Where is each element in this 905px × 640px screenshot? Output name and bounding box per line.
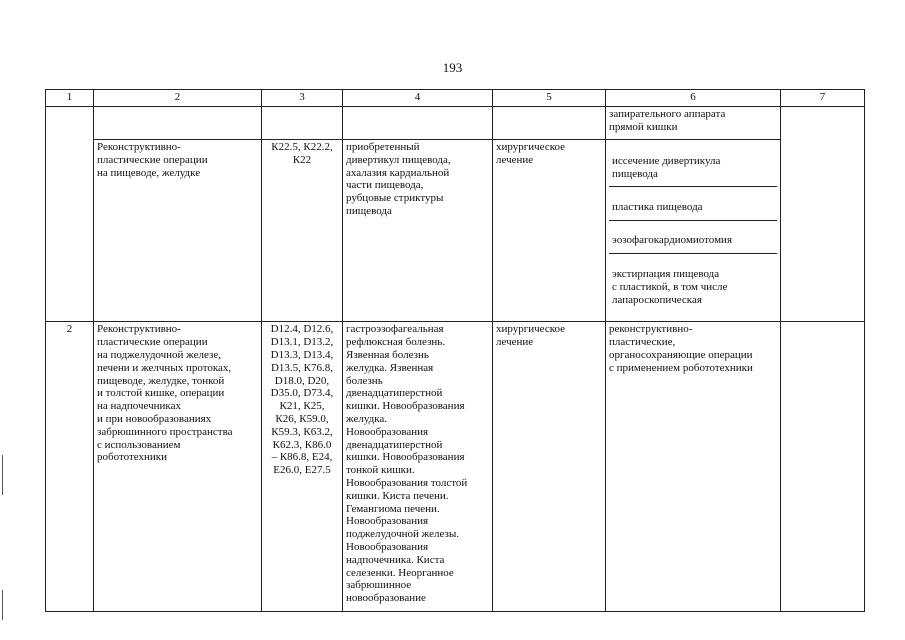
- cell-method: реконструктивно- пластические, органосохраняющие операции с применением робототехники: [606, 322, 781, 612]
- scan-edge-mark: [2, 590, 3, 620]
- medical-procedures-table: [45, 89, 865, 612]
- cell-continuation-method: запирательного аппарата прямой кишки: [606, 107, 781, 140]
- cell-diagnosis: гастроэзофагеальная рефлюксная болезнь. Язвенная болезнь желудка. Язвенная болезнь двенадцатиперстной кишки. Новообразования желудка. Новообразования двенадцатиперстной кишки. Новообразования тонкой кишки. Новообразования толстой кишки. Киста печени. Гемангиома печени. Новообразования поджелудочной железы. Новообразования надпочечника. Киста селезенки. Неорганное забрюшинное новообразование: [343, 322, 493, 612]
- header-cell: 7: [781, 90, 865, 107]
- page-number: 193: [442, 60, 463, 75]
- cell-empty: [46, 107, 94, 322]
- header-cell: 2: [94, 90, 262, 107]
- cell-procedure-name: Реконструктивно- пластические операции на пищеводе, желудке: [94, 140, 262, 322]
- cell-row-number: 2: [46, 322, 94, 612]
- cell-empty: [262, 107, 343, 140]
- table-row-esophagus: [46, 140, 865, 322]
- method-item: экстирпация пищевода с пластикой, в том числе лапароскопическая: [612, 268, 728, 306]
- table-row-continuation: [46, 107, 865, 140]
- scan-edge-mark: [2, 455, 3, 495]
- cell-methods-list: [606, 140, 781, 322]
- cell-diagnosis: приобретенный дивертикул пищевода, ахалазия кардиальной части пищевода, рубцовые стриктуры пищевода: [343, 140, 493, 322]
- header-cell: 6: [606, 90, 781, 107]
- cell-treatment-type: хирургическое лечение: [493, 140, 606, 322]
- cell-icd-codes: К22.5, К22.2, К22: [262, 140, 343, 322]
- header-cell: 4: [343, 90, 493, 107]
- cell-treatment-type: хирургическое лечение: [493, 322, 606, 612]
- cell-empty: [94, 107, 262, 140]
- cell-empty: [781, 322, 865, 612]
- cell-icd-codes: D12.4, D12.6, D13.1, D13.2, D13.3, D13.4, D13.5, К76.8, D18.0, D20, D35.0, D73.4, К21, К25, К26, К59.0, К59.3, К63.2, К62.3, К86.0 – К86.8, Е24, Е26.0, Е27.5: [262, 322, 343, 612]
- table-row-2: [46, 322, 865, 612]
- header-cell: 3: [262, 90, 343, 107]
- method-item: пластика пищевода: [609, 200, 777, 221]
- header-cell: 1: [46, 90, 94, 107]
- cell-procedure-name: Реконструктивно- пластические операции на поджелудочной железе, печени и желчных протоках, пищеводе, желудке, тонкой и толстой кишке, операции на надпочечниках и при новообразованиях забрюшинного пространства с использованием робототехники: [94, 322, 262, 612]
- cell-empty: [343, 107, 493, 140]
- header-cell: 5: [493, 90, 606, 107]
- cell-empty: [781, 107, 865, 322]
- method-item: эозофагокардиомиотомия: [609, 233, 777, 254]
- method-item: иссечение дивертикула пищевода: [609, 154, 777, 187]
- table-header-row: [46, 90, 865, 107]
- cell-empty: [493, 107, 606, 140]
